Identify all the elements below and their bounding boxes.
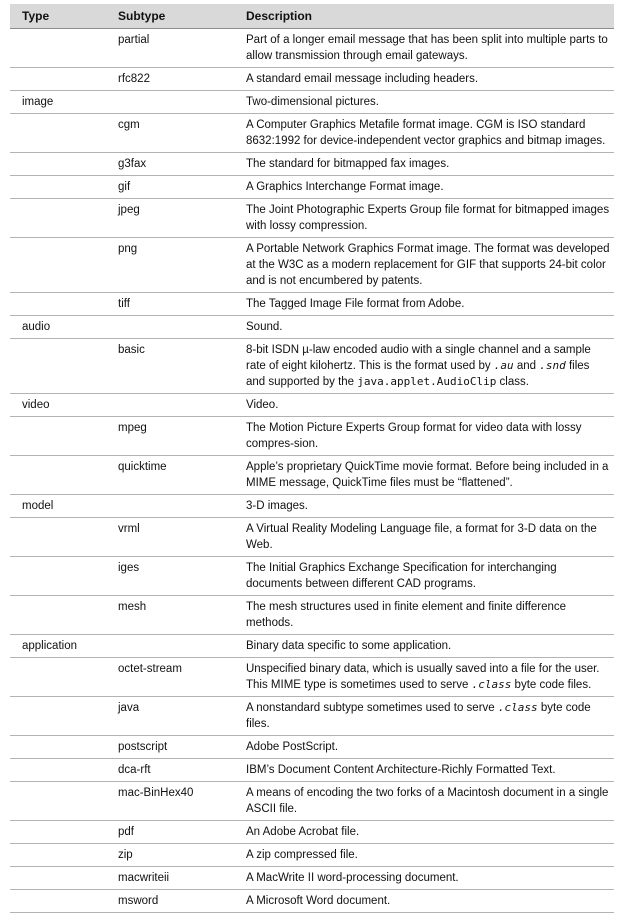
cell-type xyxy=(10,29,106,68)
description-text: and xyxy=(513,360,540,372)
table-row xyxy=(10,339,614,394)
cell-description xyxy=(234,417,614,456)
cell-subtype xyxy=(106,495,234,518)
code-text: java.applet.AudioClip xyxy=(357,375,497,388)
table-row xyxy=(10,293,614,316)
cell-subtype: g3fax xyxy=(106,153,234,176)
description-text: Video. xyxy=(246,399,279,411)
cell-type xyxy=(10,293,106,316)
cell-subtype: gif xyxy=(106,176,234,199)
description-text: byte code files. xyxy=(246,702,591,730)
cell-type: video xyxy=(10,394,106,417)
cell-description xyxy=(234,153,614,176)
cell-subtype: partial xyxy=(106,29,234,68)
file-extension-text: .class xyxy=(471,678,512,691)
description-text: Binary data specific to some application. xyxy=(246,640,452,652)
description-text: files and supported by the xyxy=(246,360,590,388)
table-row xyxy=(10,316,614,339)
cell-description xyxy=(234,890,614,913)
description-text: The Joint Photographic Experts Group file format for bitmapped images with lossy compression. xyxy=(246,204,610,232)
description-text: A Portable Network Graphics Format image. The format was developed at the W3C as a modern replacement for GIF that supports 24-bit color and is not encumbered by patents. xyxy=(246,243,610,287)
table-row xyxy=(10,844,614,867)
cell-type: audio xyxy=(10,316,106,339)
mime-types-table xyxy=(10,4,614,913)
table-row xyxy=(10,238,614,293)
cell-type xyxy=(10,890,106,913)
cell-description xyxy=(234,557,614,596)
table-row xyxy=(10,68,614,91)
description-text: The Initial Graphics Exchange Specification for interchanging documents between different CAD programs. xyxy=(246,562,557,590)
description-text: Adobe PostScript. xyxy=(246,741,339,753)
table-body xyxy=(10,29,614,913)
cell-subtype xyxy=(106,91,234,114)
cell-description xyxy=(234,91,614,114)
cell-subtype: mac-BinHex40 xyxy=(106,782,234,821)
cell-subtype: quicktime xyxy=(106,456,234,495)
cell-subtype: pdf xyxy=(106,821,234,844)
file-extension-text: .au xyxy=(493,359,514,372)
description-text: A Graphics Interchange Format image. xyxy=(246,181,444,193)
cell-description xyxy=(234,238,614,293)
cell-description xyxy=(234,821,614,844)
cell-subtype: tiff xyxy=(106,293,234,316)
cell-type xyxy=(10,658,106,697)
description-text: Part of a longer email message that has been split into multiple parts to allow transmission through email gateways. xyxy=(246,34,608,62)
table-row xyxy=(10,759,614,782)
description-text: A Computer Graphics Metafile format image. CGM is ISO standard 8632:1992 for device-independent vector graphics and bitmap images. xyxy=(246,119,606,147)
cell-type xyxy=(10,596,106,635)
cell-description xyxy=(234,596,614,635)
description-text: An Adobe Acrobat file. xyxy=(246,826,360,838)
description-text: Unspecified binary data, which is usually saved into a file for the user. This MIME type is sometimes used to serve xyxy=(246,663,600,691)
table-row xyxy=(10,518,614,557)
cell-subtype xyxy=(106,635,234,658)
table-row xyxy=(10,596,614,635)
cell-type xyxy=(10,557,106,596)
cell-description xyxy=(234,29,614,68)
cell-type xyxy=(10,759,106,782)
cell-type: application xyxy=(10,635,106,658)
file-extension-text: .snd xyxy=(539,359,566,372)
table-row xyxy=(10,890,614,913)
description-text: Apple’s proprietary QuickTime movie format. Before being included in a MIME message, QuickTime files must be “flattened”. xyxy=(246,461,609,489)
table-row xyxy=(10,176,614,199)
table-row xyxy=(10,91,614,114)
table-row xyxy=(10,697,614,736)
cell-type xyxy=(10,844,106,867)
cell-type xyxy=(10,518,106,557)
description-text: The Tagged Image File format from Adobe. xyxy=(246,298,465,310)
cell-type xyxy=(10,417,106,456)
description-text: class. xyxy=(496,376,529,388)
cell-type xyxy=(10,697,106,736)
description-text: 3-D images. xyxy=(246,500,308,512)
header-subtype: Subtype xyxy=(106,4,234,29)
cell-subtype: postscript xyxy=(106,736,234,759)
cell-subtype: java xyxy=(106,697,234,736)
cell-type xyxy=(10,867,106,890)
cell-subtype: mpeg xyxy=(106,417,234,456)
cell-description xyxy=(234,697,614,736)
cell-type xyxy=(10,782,106,821)
cell-description xyxy=(234,658,614,697)
cell-description xyxy=(234,495,614,518)
cell-description xyxy=(234,867,614,890)
cell-description xyxy=(234,199,614,238)
cell-type xyxy=(10,339,106,394)
cell-type xyxy=(10,176,106,199)
cell-description xyxy=(234,114,614,153)
cell-subtype: cgm xyxy=(106,114,234,153)
cell-subtype: mesh xyxy=(106,596,234,635)
description-text: A nonstandard subtype sometimes used to serve xyxy=(246,702,498,714)
cell-subtype: basic xyxy=(106,339,234,394)
cell-type xyxy=(10,736,106,759)
cell-description xyxy=(234,736,614,759)
header-type: Type xyxy=(10,4,106,29)
cell-description xyxy=(234,518,614,557)
cell-subtype: jpeg xyxy=(106,199,234,238)
description-text: IBM’s Document Content Architecture-Richly Formatted Text. xyxy=(246,764,556,776)
cell-description xyxy=(234,68,614,91)
cell-type xyxy=(10,199,106,238)
cell-description xyxy=(234,782,614,821)
table-row xyxy=(10,495,614,518)
description-text: A MacWrite II word-processing document. xyxy=(246,872,459,884)
cell-subtype xyxy=(106,394,234,417)
table-row xyxy=(10,153,614,176)
cell-subtype: msword xyxy=(106,890,234,913)
description-text: The Motion Picture Experts Group format for video data with lossy compres-sion. xyxy=(246,422,582,450)
cell-description xyxy=(234,316,614,339)
header-description: Description xyxy=(234,4,614,29)
cell-subtype: png xyxy=(106,238,234,293)
cell-subtype: zip xyxy=(106,844,234,867)
description-text: A standard email message including headers. xyxy=(246,73,479,85)
description-text: A zip compressed file. xyxy=(246,849,358,861)
cell-type xyxy=(10,114,106,153)
cell-description xyxy=(234,339,614,394)
table-row xyxy=(10,456,614,495)
cell-subtype: macwriteii xyxy=(106,867,234,890)
cell-description xyxy=(234,394,614,417)
file-extension-text: .class xyxy=(497,701,538,714)
description-text: A Microsoft Word document. xyxy=(246,895,391,907)
cell-description xyxy=(234,456,614,495)
table-row xyxy=(10,821,614,844)
table-row xyxy=(10,114,614,153)
table-row xyxy=(10,417,614,456)
cell-subtype: octet-stream xyxy=(106,658,234,697)
cell-type: image xyxy=(10,91,106,114)
cell-type xyxy=(10,456,106,495)
cell-subtype xyxy=(106,316,234,339)
table-row xyxy=(10,736,614,759)
cell-description xyxy=(234,844,614,867)
cell-type xyxy=(10,238,106,293)
description-text: A means of encoding the two forks of a Macintosh document in a single ASCII file. xyxy=(246,787,609,815)
table-row xyxy=(10,394,614,417)
cell-description xyxy=(234,759,614,782)
cell-type xyxy=(10,68,106,91)
header-row xyxy=(10,4,614,29)
table-header xyxy=(10,4,614,29)
description-text: A Virtual Reality Modeling Language file, a format for 3-D data on the Web. xyxy=(246,523,597,551)
table-row xyxy=(10,199,614,238)
description-text: Two-dimensional pictures. xyxy=(246,96,379,108)
cell-subtype: dca-rft xyxy=(106,759,234,782)
table-row xyxy=(10,782,614,821)
table-row xyxy=(10,658,614,697)
description-text: The mesh structures used in finite element and finite difference methods. xyxy=(246,601,567,629)
description-text: byte code files. xyxy=(511,679,592,691)
cell-description xyxy=(234,293,614,316)
cell-subtype: iges xyxy=(106,557,234,596)
cell-type xyxy=(10,153,106,176)
description-text: The standard for bitmapped fax images. xyxy=(246,158,450,170)
cell-type: model xyxy=(10,495,106,518)
cell-subtype: vrml xyxy=(106,518,234,557)
table-row xyxy=(10,635,614,658)
cell-description xyxy=(234,635,614,658)
description-text: 8-bit ISDN µ-law encoded audio with a single channel and a sample rate of eight kilohertz. This is the format used by xyxy=(246,344,591,372)
cell-type xyxy=(10,821,106,844)
description-text: Sound. xyxy=(246,321,283,333)
table-row xyxy=(10,557,614,596)
cell-description xyxy=(234,176,614,199)
cell-subtype: rfc822 xyxy=(106,68,234,91)
table-row xyxy=(10,29,614,68)
table-row xyxy=(10,867,614,890)
